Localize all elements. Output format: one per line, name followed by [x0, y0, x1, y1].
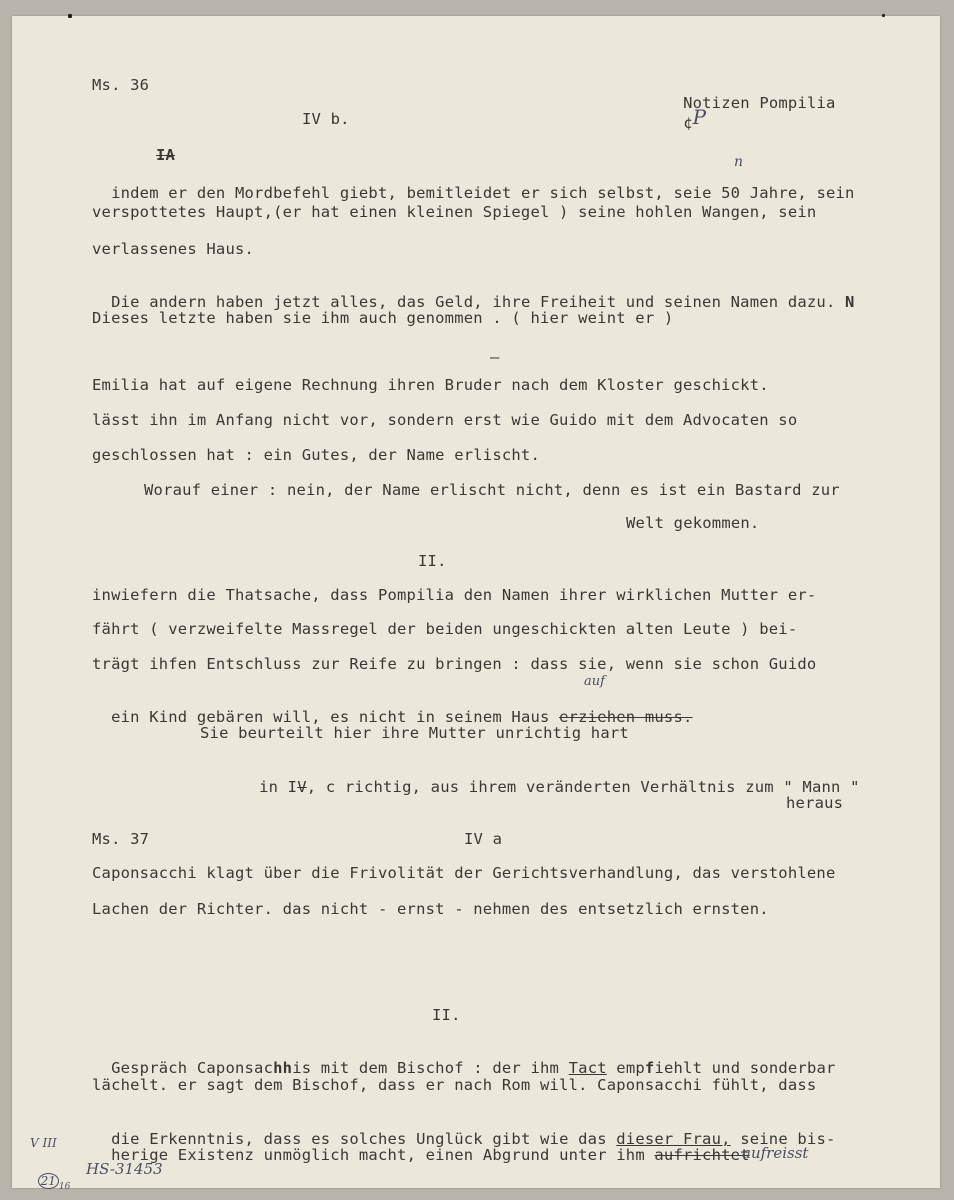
ii-line-6: in IV, c richtig, aus ihrem veränderten Verhältnis zum " Mann "	[259, 778, 860, 796]
punch-dot	[882, 14, 885, 17]
separator-dash: —	[490, 348, 500, 366]
underlined-phrase: dieser Frau,	[616, 1130, 731, 1148]
title-handwritten-initial: P	[692, 105, 707, 129]
overtyped-letter: f	[644, 1059, 655, 1077]
iv-b-line-9: Worauf einer : nein, der Name erlischt nicht, denn es ist ein Bastard zur	[144, 481, 840, 499]
ii-line-5: Sie beurteilt hier ihre Mutter unrichtig hart	[200, 724, 629, 742]
margin-note-circled-number: 21 $_{16}$	[30, 1160, 70, 1188]
struck-word: erziehen muss.	[559, 708, 693, 726]
section-heading-iv-b: IV b.	[302, 110, 350, 128]
struck-letter: V	[297, 778, 307, 796]
manuscript-number: Ms. 36	[92, 76, 150, 94]
ii-b-line-3: die Erkenntnis, dass es solches Unglück gibt wie das dieser Frau, seine bis-	[111, 1130, 836, 1148]
margin-note-roman: V III	[30, 1136, 57, 1150]
ii-b-line-4: herige Existenz unmöglich macht, einen Abgrund unter ihm aufrichtet	[111, 1146, 750, 1164]
ii-line-2: fährt ( verzweifelte Massregel der beiden ungeschickten alten Leute ) bei-	[92, 620, 798, 638]
handwritten-correction-aufreisst: aufreisst	[742, 1144, 809, 1162]
iv-a-line-1: Caponsacchi klagt über die Frivolität der Gerichtsverhandlung, das verstohlene	[92, 864, 836, 882]
manuscript-number-37: Ms. 37	[92, 830, 150, 848]
iv-b-line-2: verspottetes Haupt,(er hat einen kleinen Spiegel ) seine hohlen Wangen, sein	[92, 203, 817, 221]
iv-a-line-2: Lachen der Richter. das nicht - ernst - nehmen des entsetzlich ernsten.	[92, 900, 769, 918]
struck-letter: N	[845, 293, 855, 311]
ii-line-3: trägt ihfen Entschluss zur Reife zu bringen : dass sie, wenn sie schon Guido	[92, 655, 817, 673]
struck-numeral: IA	[156, 146, 176, 164]
overtyped-letters: hh	[273, 1059, 293, 1077]
iv-b-line-5: Dieses letzte haben sie ihm auch genommen . ( hier weint er )	[92, 309, 674, 327]
page-title	[664, 76, 836, 132]
underlined-tact: Tact	[568, 1059, 607, 1077]
section-heading-ii-second: II.	[432, 1006, 461, 1024]
ii-b-line-2: lächelt. er sagt dem Bischof, dass er nach Rom will. Caponsacchi fühlt, dass	[92, 1076, 817, 1094]
iv-b-line-1: indem er den Mordbefehl giebt, bemitleidet er sich selbst, seie 50 Jahre, sein	[111, 184, 855, 202]
struck-word: aufrichtet	[654, 1146, 750, 1164]
iv-b-line-6: Emilia hat auf eigene Rechnung ihren Bruder nach dem Kloster geschickt.	[92, 376, 769, 394]
handwritten-correction-auf: auf	[584, 674, 605, 689]
section-heading-ii: II.	[418, 552, 447, 570]
iv-b-line-10: Welt gekommen.	[626, 514, 760, 532]
ii-line-7: heraus	[786, 794, 844, 812]
punch-dot	[68, 14, 72, 18]
shelfmark: HS-31453	[86, 1160, 163, 1178]
title-text: Notizen Pompilia	[683, 94, 836, 112]
handwritten-correction-n: n	[734, 154, 744, 170]
ii-b-line-1: Gespräch Caponsachhis mit dem Bischof : der ihm Tact empfiehlt und sonderbar	[111, 1059, 836, 1077]
iv-b-line-4: Die andern haben jetzt alles, das Geld, ihre Freiheit und seinen Namen dazu. N	[111, 293, 855, 311]
title-mark: ¢	[683, 114, 693, 132]
iv-b-line-3: verlassenes Haus.	[92, 240, 255, 258]
ii-line-1: inwiefern die Thatsache, dass Pompilia den Namen ihrer wirklichen Mutter er-	[92, 586, 817, 604]
section-heading-iv-a: IV a	[464, 830, 503, 848]
iv-b-line-7: lässt ihn im Anfang nicht vor, sondern erst wie Guido mit dem Advocaten so	[92, 411, 798, 429]
iv-b-line-8: geschlossen hat : ein Gutes, der Name erlischt.	[92, 446, 540, 464]
ii-line-4: ein Kind gebären will, es nicht in seinem Haus erziehen muss.	[111, 708, 693, 726]
